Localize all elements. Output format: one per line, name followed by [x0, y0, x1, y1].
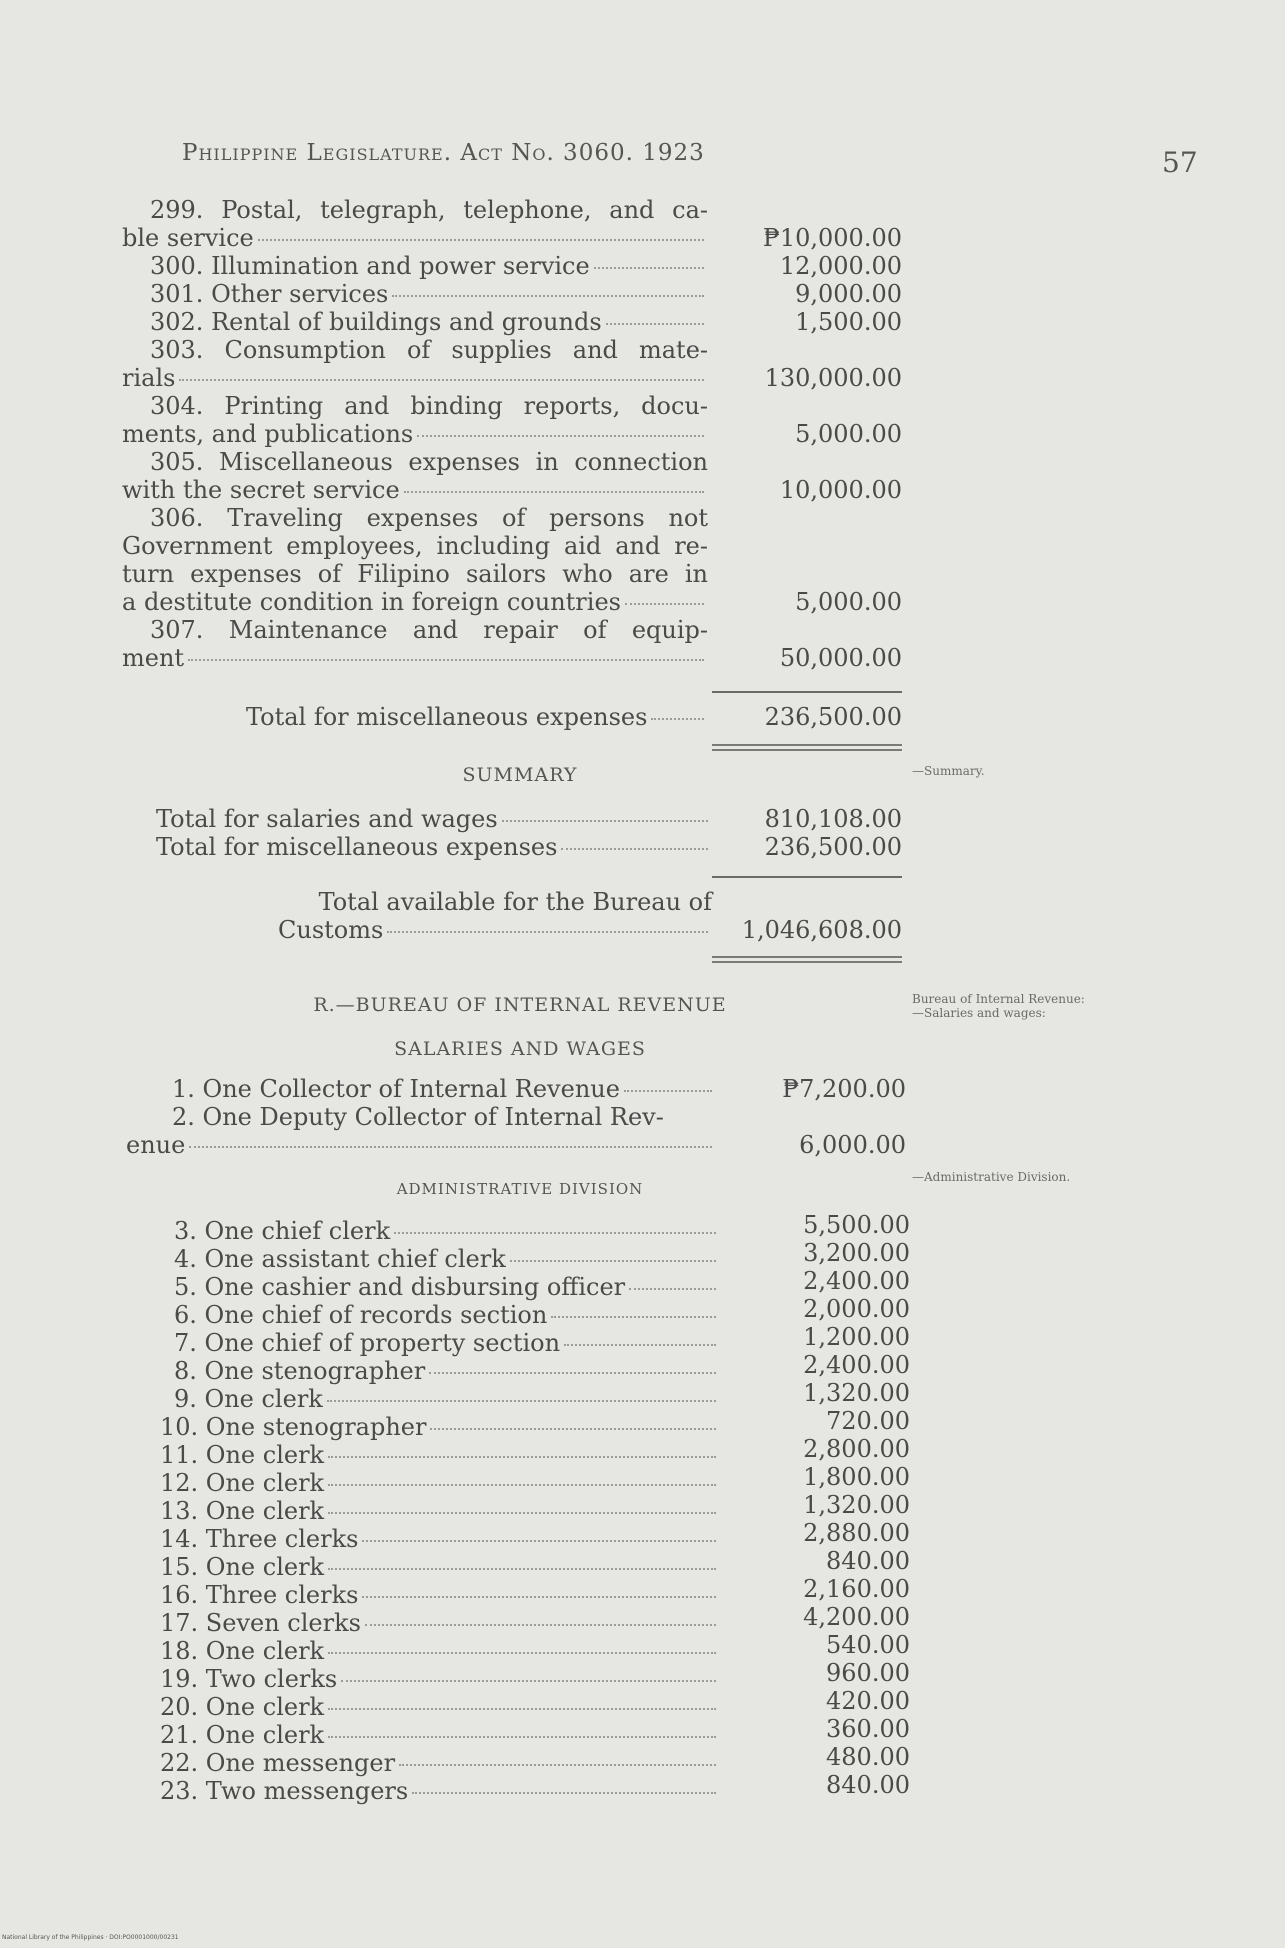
- misc-item-text: 302. Rental of buildings and grounds: [150, 308, 602, 336]
- bureau-item-amount: 6,000.00: [799, 1131, 906, 1159]
- dot-leader: [629, 1288, 716, 1290]
- misc-item-text: with the secret service: [122, 476, 400, 504]
- summary-row-label: Total for salaries and wages: [156, 805, 498, 833]
- admin-item-amount: 2,400.00: [803, 1267, 910, 1295]
- admin-item-amount: 420.00: [826, 1687, 910, 1715]
- admin-item-amount: 1,800.00: [803, 1463, 910, 1491]
- admin-item-text: 13. One clerk: [160, 1497, 325, 1525]
- dot-leader: [510, 1260, 716, 1262]
- admin-item-amount: 3,200.00: [803, 1239, 910, 1267]
- dot-leader: [606, 323, 704, 325]
- admin-item-amount: 1,320.00: [803, 1491, 910, 1519]
- dot-leader: [394, 1232, 716, 1234]
- dot-leader: [328, 1652, 716, 1654]
- dot-leader: [564, 1344, 716, 1346]
- misc-item: [122, 392, 902, 448]
- misc-total-amount: 236,500.00: [764, 703, 902, 731]
- dot-leader: [328, 1568, 716, 1570]
- dot-leader: [625, 603, 704, 605]
- salaries-heading: SALARIES AND WAGES: [394, 1038, 646, 1060]
- misc-item-text: ble service: [122, 224, 254, 252]
- admin-division-heading: ADMINISTRATIVE DIVISION: [396, 1180, 644, 1198]
- admin-item-text: 5. One cashier and disbursing officer: [174, 1273, 626, 1301]
- misc-item: [122, 308, 902, 336]
- bureau-heading: R.—BUREAU OF INTERNAL REVENUE: [313, 994, 727, 1016]
- admin-item-amount: 960.00: [826, 1659, 910, 1687]
- summary-row: [156, 833, 902, 861]
- dot-leader: [392, 295, 704, 297]
- summary-margin-note: —Summary.: [912, 764, 985, 778]
- dot-leader: [328, 1708, 716, 1710]
- summary-row: [156, 805, 902, 833]
- subtotal-rule: [712, 876, 902, 878]
- misc-item-amount: 5,000.00: [795, 588, 902, 616]
- misc-item: [122, 252, 902, 280]
- bureau-margin-note-salaries: —Salaries and wages:: [912, 1006, 1046, 1020]
- misc-item: [122, 504, 902, 616]
- bureau-item-amount: ₱7,200.00: [782, 1075, 906, 1103]
- misc-item-text: 303. Consumption of supplies and mate-: [150, 336, 708, 364]
- bureau-item-text: 2. One Deputy Collector of Internal Rev-: [172, 1103, 664, 1131]
- dot-leader: [430, 1428, 716, 1430]
- running-title: Philippine Legislature. Act No. 3060. 1923: [182, 140, 705, 166]
- dot-leader: [399, 1764, 716, 1766]
- admin-item-text: 22. One messenger: [160, 1749, 396, 1777]
- dot-leader: [189, 1146, 712, 1148]
- misc-total-label: Total for miscellaneous expenses: [246, 703, 648, 731]
- misc-total-row: [246, 703, 902, 731]
- misc-item-amount: 1,500.00: [795, 308, 902, 336]
- summary-row-label: Total for miscellaneous expenses: [156, 833, 558, 861]
- dot-leader: [362, 1540, 716, 1542]
- misc-item-amount: 10,000.00: [779, 476, 902, 504]
- misc-item-amount: ₱10,000.00: [762, 224, 902, 252]
- dot-leader: [258, 239, 704, 241]
- dot-leader: [365, 1624, 716, 1626]
- dot-leader: [341, 1680, 716, 1682]
- bureau-margin-note: [912, 992, 1112, 1020]
- dot-leader: [624, 1090, 712, 1092]
- dot-leader: [327, 1400, 716, 1402]
- admin-item-text: 15. One clerk: [160, 1553, 325, 1581]
- misc-item-text: 305. Miscellaneous expenses in connection: [150, 448, 708, 476]
- summary-total-row: [248, 888, 902, 944]
- dot-leader: [412, 1792, 716, 1794]
- admin-item-text: 14. Three clerks: [160, 1525, 359, 1553]
- dot-leader: [561, 848, 708, 850]
- admin-item-text: 4. One assistant chief clerk: [174, 1245, 506, 1273]
- summary-heading: SUMMARY: [462, 764, 578, 786]
- admin-item: [160, 1771, 910, 1805]
- misc-item-text: 301. Other services: [150, 280, 389, 308]
- admin-item-amount: 5,500.00: [803, 1211, 910, 1239]
- dot-leader: [551, 1316, 716, 1318]
- admin-item-text: 8. One stenographer: [174, 1357, 426, 1385]
- admin-item-amount: 540.00: [826, 1631, 910, 1659]
- admin-item-text: 6. One chief of records section: [174, 1301, 548, 1329]
- misc-item-text: 304. Printing and binding reports, docu-: [150, 392, 708, 420]
- admin-item-text: 11. One clerk: [160, 1441, 325, 1469]
- misc-item-text: rials: [122, 364, 176, 392]
- admin-item-amount: 4,200.00: [803, 1603, 910, 1631]
- misc-item-text: turn expenses of Filipino sailors who are in: [122, 560, 708, 588]
- misc-item-amount: 50,000.00: [779, 644, 902, 672]
- admin-item-amount: 2,000.00: [803, 1295, 910, 1323]
- misc-item-text: Government employees, including aid and re-: [122, 532, 708, 560]
- misc-item-text: ment: [122, 644, 185, 672]
- bureau-item-text: 1. One Collector of Internal Revenue: [172, 1075, 620, 1103]
- summary-total-label-2: Customs: [278, 916, 384, 944]
- admin-item-text: 23. Two messengers: [160, 1777, 409, 1805]
- misc-item: [122, 448, 902, 504]
- dot-leader: [651, 718, 704, 720]
- admin-item-amount: 2,160.00: [803, 1575, 910, 1603]
- summary-total-label-1: Total available for the Bureau of: [318, 888, 712, 916]
- admin-item-text: 12. One clerk: [160, 1469, 325, 1497]
- subtotal-rule: [712, 691, 902, 693]
- admin-item-amount: 2,400.00: [803, 1351, 910, 1379]
- dot-leader: [417, 435, 704, 437]
- admin-item-amount: 480.00: [826, 1743, 910, 1771]
- dot-leader: [179, 379, 704, 381]
- admin-item-text: 16. Three clerks: [160, 1581, 359, 1609]
- admin-margin-note: —Administrative Division.: [912, 1170, 1071, 1184]
- dot-leader: [404, 491, 704, 493]
- bureau-item: [126, 1103, 906, 1159]
- admin-item-amount: 360.00: [826, 1715, 910, 1743]
- summary-row-amount: 236,500.00: [764, 833, 902, 861]
- dot-leader: [328, 1736, 716, 1738]
- total-double-rule: [712, 956, 902, 963]
- admin-item-amount: 840.00: [826, 1771, 910, 1799]
- summary-row-amount: 810,108.00: [764, 805, 902, 833]
- misc-item-amount: 5,000.00: [795, 420, 902, 448]
- dot-leader: [188, 659, 704, 661]
- admin-item-amount: 840.00: [826, 1547, 910, 1575]
- misc-item: [122, 196, 902, 252]
- dot-leader: [429, 1372, 716, 1374]
- dot-leader: [362, 1596, 716, 1598]
- footer-stamp: National Library of the Philippines · DOI:PO0001000/00231: [2, 1934, 179, 1941]
- page-number: 57: [1162, 146, 1198, 179]
- admin-item-amount: 720.00: [826, 1407, 910, 1435]
- dot-leader: [387, 931, 708, 933]
- misc-item-text: 299. Postal, telegraph, telephone, and ca-: [150, 196, 708, 224]
- bureau-margin-note-title: Bureau of Internal Revenue:: [912, 992, 1085, 1006]
- misc-item-text: 300. Illumination and power service: [150, 252, 590, 280]
- admin-item-amount: 2,880.00: [803, 1519, 910, 1547]
- admin-item-text: 9. One clerk: [174, 1385, 323, 1413]
- misc-item-text: ments, and publications: [122, 420, 414, 448]
- bureau-item: [156, 1075, 906, 1103]
- misc-item: [122, 280, 902, 308]
- dot-leader: [594, 267, 704, 269]
- bureau-item-text-cont: enue: [126, 1131, 186, 1159]
- admin-item-text: 7. One chief of property section: [174, 1329, 561, 1357]
- admin-item-text: 17. Seven clerks: [160, 1609, 361, 1637]
- dot-leader: [328, 1456, 716, 1458]
- admin-item-text: 20. One clerk: [160, 1693, 325, 1721]
- total-double-rule: [712, 744, 902, 751]
- misc-item-text: 306. Traveling expenses of persons not: [150, 504, 708, 532]
- admin-item-text: 19. Two clerks: [160, 1665, 338, 1693]
- dot-leader: [328, 1484, 716, 1486]
- misc-item: [122, 616, 902, 672]
- misc-item-text: a destitute condition in foreign countries: [122, 588, 621, 616]
- dot-leader: [502, 820, 708, 822]
- admin-item-amount: 1,200.00: [803, 1323, 910, 1351]
- admin-item-text: 21. One clerk: [160, 1721, 325, 1749]
- admin-item-text: 18. One clerk: [160, 1637, 325, 1665]
- admin-item-amount: 1,320.00: [803, 1379, 910, 1407]
- admin-item-text: 10. One stenographer: [160, 1413, 427, 1441]
- misc-item-amount: 130,000.00: [764, 364, 902, 392]
- admin-item-amount: 2,800.00: [803, 1435, 910, 1463]
- summary-total-amount: 1,046,608.00: [741, 916, 902, 944]
- misc-item: [122, 336, 902, 392]
- misc-item-amount: 9,000.00: [795, 280, 902, 308]
- misc-item-text: 307. Maintenance and repair of equip-: [150, 616, 708, 644]
- admin-item-text: 3. One chief clerk: [174, 1217, 391, 1245]
- dot-leader: [328, 1512, 716, 1514]
- misc-item-amount: 12,000.00: [779, 252, 902, 280]
